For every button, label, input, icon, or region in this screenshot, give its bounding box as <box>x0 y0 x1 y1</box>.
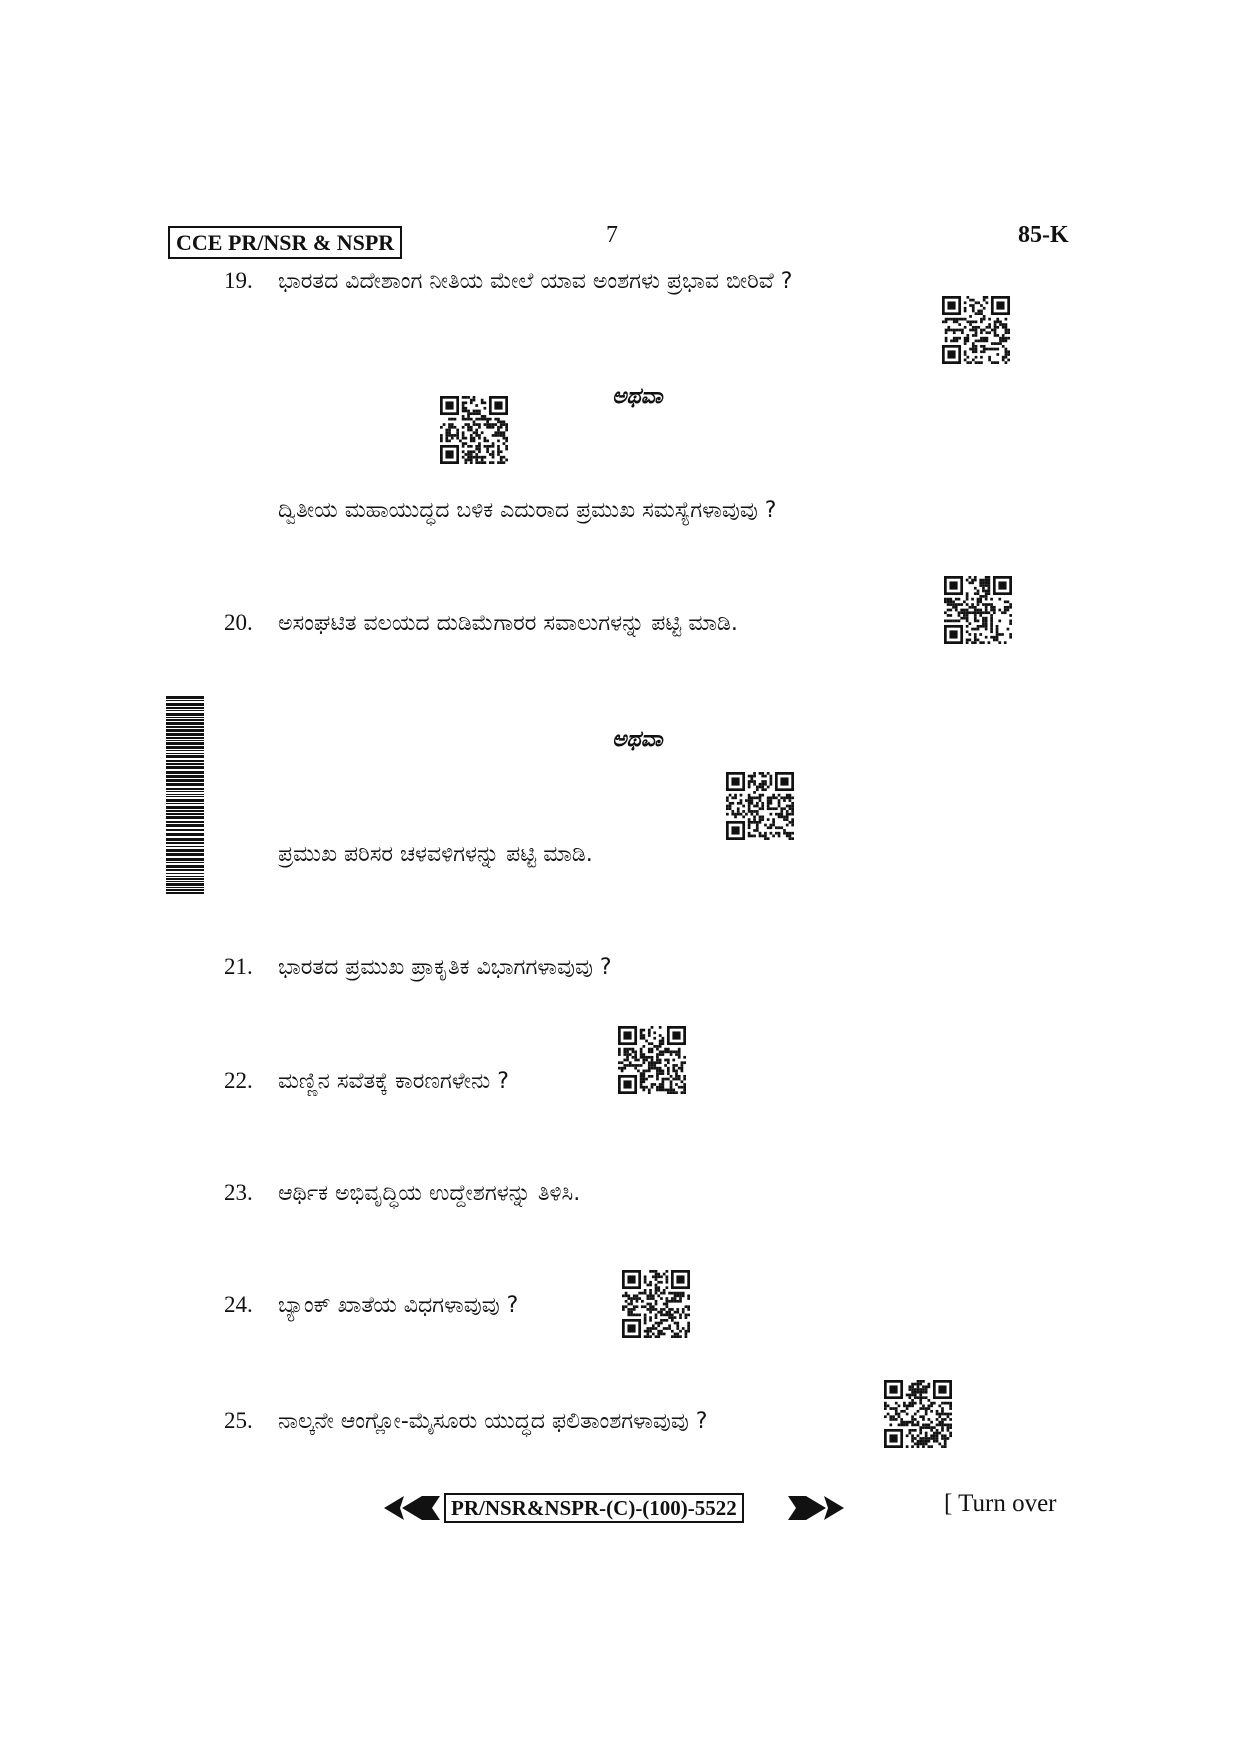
question-number: 25. <box>224 1408 253 1433</box>
qr-code-icon <box>884 1380 952 1448</box>
question-text: ಮಣ್ಣಿನ ಸವೆತಕ್ಕೆ ಕಾರಣಗಳೇನು ? <box>278 1069 509 1094</box>
question-21 <box>224 952 612 983</box>
turn-over-note: [ Turn over <box>944 1490 1057 1517</box>
question-19 <box>224 266 792 297</box>
question-23 <box>224 1178 580 1209</box>
question-20 <box>224 608 738 639</box>
qr-code-icon <box>622 1270 690 1338</box>
paper-code: 85-K <box>1018 222 1069 248</box>
question-number: 23. <box>224 1180 253 1205</box>
question-text: ಅಸಂಘಟಿತ ವಲಯದ ದುಡಿಮೆಗಾರರ ಸವಾಲುಗಳನ್ನು ಪಟ್ಟಿ ಮಾಡಿ. <box>278 611 738 636</box>
question-text: ಭಾರತದ ವಿದೇಶಾಂಗ ನೀತಿಯ ಮೇಲೆ ಯಾವ ಅಂಶಗಳು ಪ್ರಭಾವ ಬೀರಿವೆ ? <box>278 269 793 294</box>
or-label: ಅಥವಾ <box>612 727 663 752</box>
question-number: 20. <box>224 610 253 635</box>
right-arrow-ornament-icon <box>786 1494 846 1522</box>
qr-code-icon <box>726 772 794 840</box>
question-text: ಬ್ಯಾಂಕ್ ಖಾತೆಯ ವಿಧಗಳಾವುವು ? <box>278 1293 519 1318</box>
question-number: 24. <box>224 1292 253 1317</box>
header-exam-code: CCE PR/NSR & NSPR <box>168 226 402 259</box>
question-number: 22. <box>224 1068 253 1093</box>
question-text: ಭಾರತದ ಪ್ರಮುಖ ಪ್ರಾಕೃತಿಕ ವಿಭಾಗಗಳಾವುವು ? <box>278 955 612 980</box>
question-24 <box>224 1290 518 1321</box>
question-number: 19. <box>224 268 253 293</box>
page-number: 7 <box>606 222 618 248</box>
qr-code-icon <box>618 1026 686 1094</box>
question-number: 21. <box>224 954 253 979</box>
alt-question-20: ಪ್ರಮುಖ ಪರಿಸರ ಚಳವಳಿಗಳನ್ನು ಪಟ್ಟಿ ಮಾಡಿ. <box>278 842 593 867</box>
question-25 <box>224 1406 707 1437</box>
question-text: ಆರ್ಥಿಕ ಅಭಿವೃದ್ಧಿಯ ಉದ್ದೇಶಗಳನ್ನು ತಿಳಿಸಿ. <box>278 1181 581 1206</box>
question-22 <box>224 1066 509 1097</box>
question-text: ನಾಲ್ಕನೇ ಆಂಗ್ಲೋ-ಮೈಸೂರು ಯುದ್ಧದ ಫಲಿತಾಂಶಗಳಾವುವು ? <box>278 1409 708 1434</box>
alt-question-19: ದ್ವಿತೀಯ ಮಹಾಯುದ್ಧದ ಬಳಿಕ ಎದುರಾದ ಪ್ರಮುಖ ಸಮಸ್ಯೆಗಳಾವುವು ? <box>278 498 777 523</box>
barcode <box>166 696 204 896</box>
qr-code-icon <box>944 576 1012 644</box>
footer-paper-code: PR/NSR&NSPR-(C)-(100)-5522 <box>444 1493 744 1523</box>
qr-code-icon <box>440 396 508 464</box>
or-label: ಅಥವಾ <box>612 384 663 409</box>
left-arrow-ornament-icon <box>382 1494 442 1522</box>
qr-code-icon <box>942 296 1010 364</box>
